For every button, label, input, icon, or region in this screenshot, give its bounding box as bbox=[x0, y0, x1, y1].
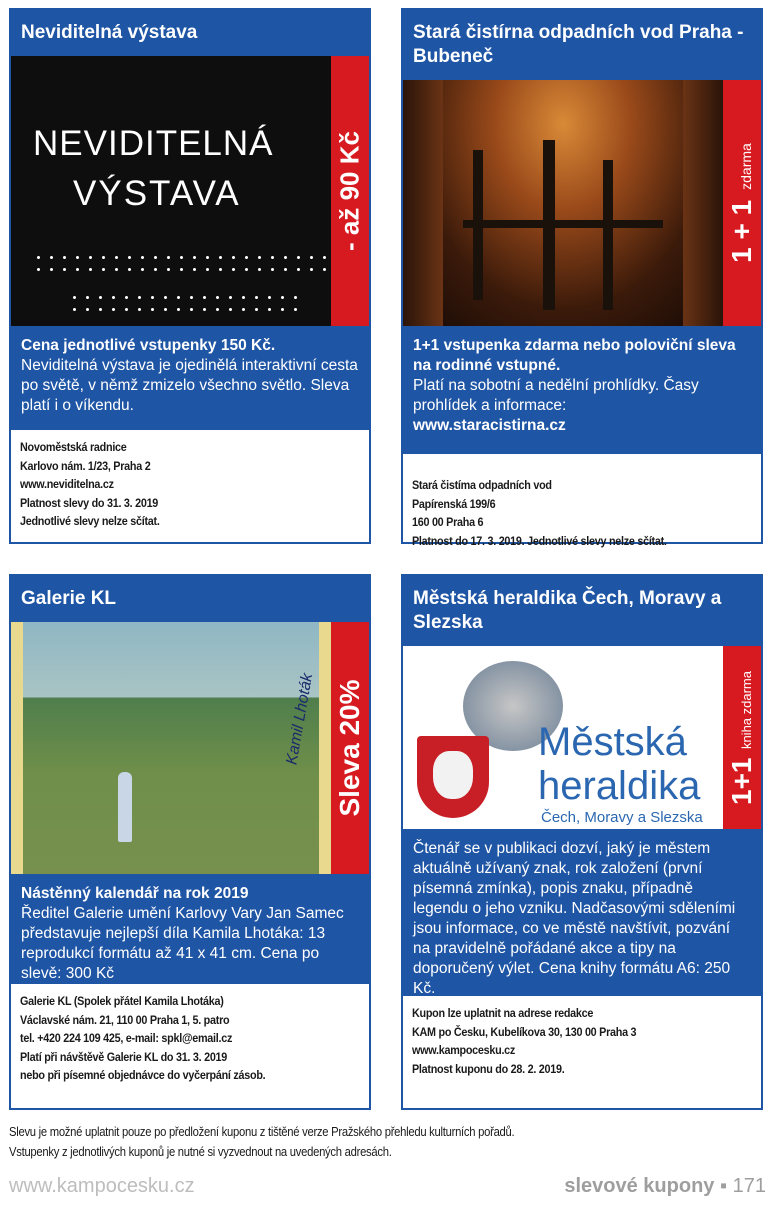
coupon-galerie-kl bbox=[9, 574, 371, 1110]
coupon-title: Neviditelná výstava bbox=[11, 10, 369, 56]
discount-tag bbox=[331, 622, 369, 874]
coupon-lead: Nástěnný kalendář na rok 2019 bbox=[21, 885, 249, 902]
coupon-lead: Cena jednotlivé vstupenky 150 Kč. bbox=[21, 337, 276, 354]
note-line: Slevu je možné uplatnit pouze po předložení kuponu z tištěné verze Pražského přehledu kulturních pořadů. bbox=[9, 1125, 515, 1139]
footer-section bbox=[564, 1175, 766, 1198]
info-line: Kupon lze uplatnit na adrese redakce bbox=[412, 1006, 594, 1020]
lion-emblem bbox=[433, 751, 473, 799]
coupon-media bbox=[403, 80, 761, 326]
painting-figure bbox=[118, 772, 132, 842]
coupon-media bbox=[403, 646, 761, 829]
exhibition-image bbox=[11, 56, 331, 326]
offer-tag bbox=[723, 80, 761, 326]
coupon-text: Platí na sobotní a nedělní prohlídky. Časy prohlídek a informace: bbox=[413, 377, 699, 414]
offer-tag bbox=[723, 646, 761, 829]
terms-note bbox=[9, 1122, 693, 1162]
braille-row bbox=[35, 268, 331, 271]
section-name: slevové kupony bbox=[564, 1175, 715, 1197]
info-line: Stará čistíma odpadních vod bbox=[412, 478, 552, 492]
offer-small: kniha zdarma bbox=[739, 670, 754, 749]
book-subtitle: Čech, Moravy a Slezska bbox=[541, 809, 703, 826]
coupon-info bbox=[11, 430, 369, 539]
info-line: Papírenská 199/6 bbox=[412, 496, 496, 511]
info-line: KAM po Česku, Kubelíkova 30, 130 00 Praha 3 bbox=[412, 1024, 637, 1039]
coupon-lead: 1+1 vstupenka zdarma nebo poloviční sleva na rodinné vstupné. bbox=[413, 337, 736, 374]
info-line: Novoměstská radnice bbox=[20, 440, 127, 454]
coupon-description bbox=[11, 326, 369, 430]
braille-row bbox=[71, 308, 299, 311]
discount-text: Sleva 20% bbox=[334, 679, 365, 817]
note-line: Vstupenky z jednotlivých kuponů je nutné si vyzvednout na uvedených adresách. bbox=[9, 1145, 392, 1159]
coupon-title: Městská heraldika Čech, Moravy a Slezska bbox=[403, 576, 761, 646]
coupon-stara-cistirna bbox=[401, 8, 763, 548]
info-line: Galerie KL (Spolek přátel Kamila Lhotáka) bbox=[20, 994, 224, 1008]
coupon-info bbox=[403, 996, 761, 1086]
heraldry-image bbox=[403, 646, 723, 829]
image-subheadline: VÝSTAVA bbox=[73, 174, 241, 213]
discount-text: - až 90 Kč bbox=[334, 131, 365, 251]
sewage-plant-photo bbox=[403, 80, 723, 326]
offer-small: zdarma bbox=[738, 143, 754, 190]
info-line: Karlovo nám. 1/23, Praha 2 bbox=[20, 458, 151, 473]
coupon-text: Ředitel Galerie umění Karlovy Vary Jan Samec představuje nejlepší díla Kamila Lhotáka: 13 reprodukcí formátu až 41 x 41 cm. Cena po slevě: 300 Kč bbox=[21, 905, 344, 982]
info-line: Platí při návštěvě Galerie KL do 31. 3. 2019 bbox=[20, 1049, 228, 1064]
braille-row bbox=[35, 256, 331, 259]
info-line: Jednotlivé slevy nelze sčítat. bbox=[20, 514, 160, 528]
coupon-title: Stará čistírna odpadních vod Praha - Bubeneč bbox=[403, 10, 761, 80]
info-line: nebo při písemné objednávce do vyčerpání zásob. bbox=[20, 1068, 266, 1082]
coupon-description bbox=[403, 829, 761, 996]
braille-row bbox=[71, 296, 299, 299]
painter-signature: Kamil Lhoták bbox=[282, 672, 316, 767]
info-line: Platnost slevy do 31. 3. 2019 bbox=[20, 495, 159, 510]
coupon-info bbox=[403, 454, 761, 558]
website-link[interactable]: www.staracistirna.cz bbox=[413, 417, 566, 434]
info-line: 160 00 Praha 6 bbox=[412, 515, 484, 529]
image-headline: NEVIDITELNÁ bbox=[33, 124, 274, 163]
coupon-description bbox=[403, 326, 761, 454]
footer-url[interactable]: www.kampocesku.cz bbox=[9, 1175, 195, 1197]
page-number: 171 bbox=[732, 1175, 766, 1197]
coupon-media bbox=[11, 56, 369, 326]
info-line: www.kampocesku.cz bbox=[412, 1043, 516, 1057]
discount-tag bbox=[331, 56, 369, 326]
info-line: Václavské nám. 21, 110 00 Praha 1, 5. patro bbox=[20, 1012, 230, 1027]
coupon-text: Neviditelná výstava je ojedinělá interaktivní cesta po světě, v němž zmizelo všechno světlo. Sleva platí i o víkendu. bbox=[21, 357, 358, 414]
painting-image bbox=[11, 622, 331, 874]
coupon-mestska-heraldika bbox=[401, 574, 763, 1110]
info-line: tel. +420 224 109 425, e-mail: spkl@email.cz bbox=[20, 1031, 233, 1045]
info-line: Platnost do 17. 3. 2019. Jednotlivé slevy nelze sčítat. bbox=[412, 533, 667, 548]
coupon-media bbox=[11, 622, 369, 874]
coupon-text: Čtenář se v publikaci dozví, jaký je městem aktuálně užívaný znak, rok založení (první písemná zmínka), popis znaku, případně legendu o jeho vzniku. Nadčasovými sděleními jsou informace, co ve městě navštívit, pozvání na pravidelně pořádané akce a tipy na doporučený výlet. Cena knihy formátu A6: 250 Kč. bbox=[413, 840, 736, 997]
book-title-line2: heraldika bbox=[538, 764, 701, 808]
info-line: Platnost kuponu do 28. 2. 2019. bbox=[412, 1061, 565, 1076]
section-separator: ▪ bbox=[719, 1175, 728, 1197]
coupon-title: Galerie KL bbox=[11, 576, 369, 622]
coupon-description bbox=[11, 874, 369, 984]
coupon-info bbox=[11, 984, 369, 1093]
info-line: www.neviditelna.cz bbox=[20, 477, 114, 491]
book-title-line1: Městská bbox=[538, 720, 687, 764]
offer-big: 1 + 1 bbox=[726, 199, 757, 263]
coupon-neviditelna-vystava bbox=[9, 8, 371, 544]
offer-big: 1+1 bbox=[726, 757, 757, 805]
